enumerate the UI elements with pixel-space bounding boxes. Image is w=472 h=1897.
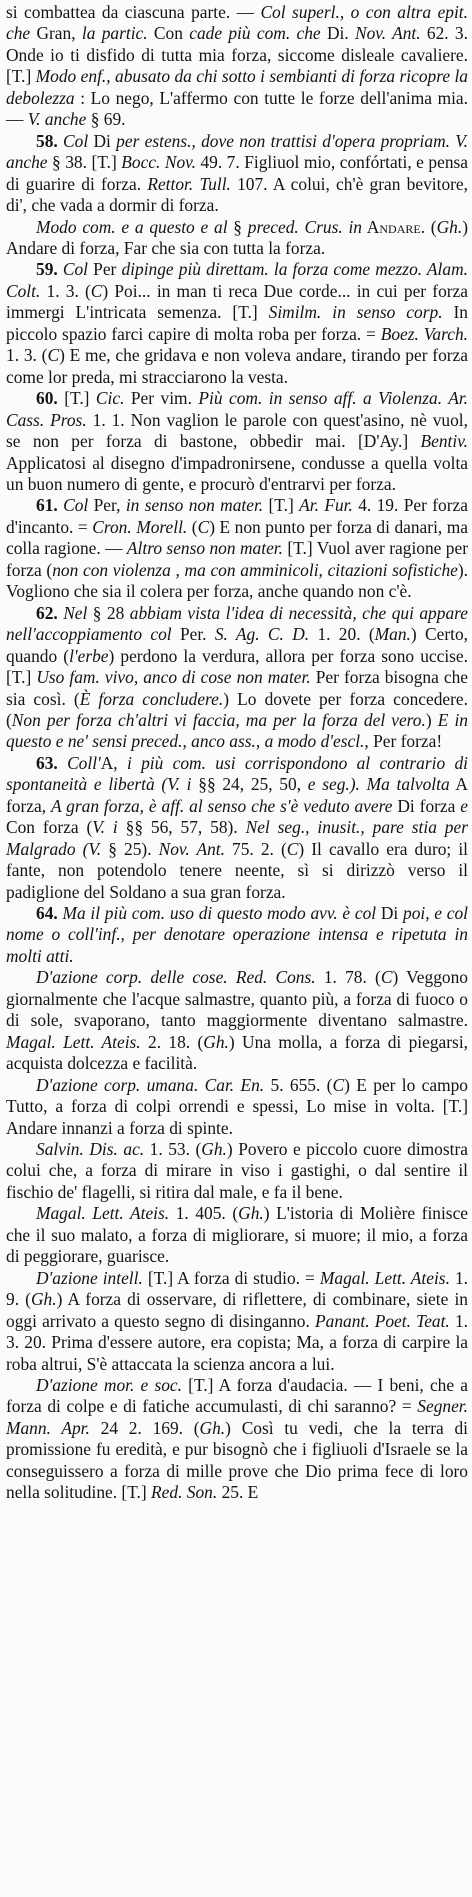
text-run: : Lo nego, L'affermo con tutte le forze dell'anima mia. — <box>6 87 468 130</box>
text-run: ) A forza di osservare, di riflettere, di combinare, siete in oggi arrivato a questo segno di disinganno. <box>6 1289 468 1331</box>
text-run: ) E non punto per forza di danari, ma colla ragione. — <box>6 516 469 559</box>
text-run: ) E per lo campo Tutto, a forza di colpi orrendi e spessi, Lo mise in volta. [T.] Andare innanzi a forza di spinte. <box>6 1074 468 1138</box>
text-run: Di <box>88 130 117 151</box>
text-run: ) Certo, quando ( <box>6 624 469 666</box>
italic-text-run: non con violenza , ma con amminicoli, citazioni sofistiche <box>52 559 458 580</box>
italic-text-run: Altro senso non mater. <box>126 538 283 559</box>
italic-text-run: V. anche <box>27 109 87 130</box>
italic-text-run: Gh. <box>436 216 463 237</box>
italic-text-run: in senso non mater. <box>125 495 264 516</box>
text-run: 75. 2. ( <box>224 838 287 859</box>
italic-text-run: C <box>380 967 393 988</box>
text-run: [T.] A forza d'audacia. — I beni, che a forza di colpe e di fatiche accumulasti, di chi saranno? = <box>6 1375 469 1417</box>
italic-text-run: Più com. in senso aff. a Violenza. Ar. Cass. Pros. <box>6 388 469 430</box>
text-run: 1. 1. Non vaglion le parole con quest'asino, nè vuol, se non per forza di bastone, obbedir mai. [D'Ay.] <box>6 409 468 452</box>
text-run: 5. 655. ( <box>264 1074 333 1095</box>
text-run: Per. <box>171 624 215 645</box>
italic-text-run: Salvin. Dis. ac. <box>36 1139 145 1160</box>
italic-text-run: per estens., dove non trattisi d'opera propriam. V. anche <box>6 130 468 173</box>
italic-text-run: e <box>460 795 468 816</box>
italic-text-run: Nel <box>63 602 88 623</box>
entry-paragraph <box>6 753 468 903</box>
text-run: Gran, <box>30 23 82 44</box>
text-run: Applicatosi al disegno d'impadronirsene, condusse a quella volta un buon numero di gente, e procurò d'entrarvi per forza. <box>6 452 468 494</box>
text-run: 62. 3. Onde io ti disfido di tutta mia forza, siccome disleale cavaliere. [T.] <box>6 23 468 87</box>
text-run: § 38. [T.] <box>47 152 122 173</box>
text-run: 2. 18. ( <box>140 1031 204 1052</box>
entry-paragraph <box>6 131 468 217</box>
italic-text-run: Modo enf., abusato da chi sotto i sembianti di forza ricopre la debolezza <box>6 66 468 108</box>
text-run: [T.] <box>263 495 300 516</box>
text-run: Per, <box>88 495 126 516</box>
text-run: ) Poi... in man ti reca Due corde... in cui per forza immergi L'intricata semenza. [T.] <box>6 280 468 323</box>
text-run: §§ 56, 57, 58). <box>117 817 246 838</box>
italic-text-run: S. Ag. C. D. <box>214 624 310 645</box>
text-run: ) Andare di forza, Far che sia con tutta la forza. <box>6 216 469 258</box>
italic-text-run: Magal. Lett. Ateis. <box>319 1267 450 1288</box>
italic-text-run: Cron. Morell. <box>92 516 188 537</box>
italic-text-run: abbiam vista l'idea di necessità, che qui appare nell'accoppiamento col <box>6 602 468 645</box>
text-run: ) Veggono giornalmente che l'acque salmastre, quanto più, a forza di fuoco o di sole, svaporano, tanto maggiormente diventano salmastre. <box>6 967 468 1031</box>
text-run: Di <box>376 903 403 924</box>
italic-text-run: Nov. Ant. <box>158 838 225 859</box>
text-run: Con forza ( <box>6 817 93 838</box>
entry-paragraph <box>6 603 468 753</box>
text-run: Per <box>88 259 122 280</box>
entry-paragraph <box>6 217 468 260</box>
text-run: Per vim. <box>124 388 199 409</box>
text-run: ) E me, che gridava e non voleva andare, tirando per forza come lor preda, mi stracciarono la vesta. <box>6 345 468 387</box>
italic-text-run: l'erbe <box>69 645 109 666</box>
text-run: § 69. <box>86 109 126 130</box>
italic-text-run: C <box>47 345 60 366</box>
italic-text-run: Red. Son. <box>151 1482 218 1503</box>
entry-paragraph <box>6 1139 468 1203</box>
text-run: 107. A colui, ch'è gran bevitore, di', che vada a dormir di forza. <box>6 173 468 216</box>
italic-text-run: Bentiv. <box>420 431 468 452</box>
italic-text-run: C <box>286 838 299 859</box>
italic-text-run: Gh. <box>238 1203 264 1224</box>
italic-text-run: D'azione mor. e soc. <box>36 1375 182 1395</box>
section-number: 63. <box>36 752 68 773</box>
entry-paragraph <box>6 495 468 602</box>
text-run: ) Il cavallo era duro; il fante, non potendolo tenere neente, sì si dirizzò verso il padiglione del Soldano a sua gran forza. <box>6 838 468 902</box>
text-run: 1. 3. 20. Prima d'essere autore, era copista; Ma, a forza di carpire la roba altrui, S'è attaccata la scienza ancora a lui. <box>6 1310 468 1374</box>
italic-text-run: poi, e col nome o coll'inf., per denotare operazione intensa e ripetuta in molti atti. <box>6 903 469 966</box>
entry-paragraph <box>6 1203 468 1267</box>
italic-text-run: Uso fam. vivo, anco di cose non mater. <box>36 667 311 688</box>
entry-paragraph <box>6 1268 468 1375</box>
text-run: § <box>227 216 248 237</box>
text-run: si combattea da ciascuna parte. — <box>6 2 261 22</box>
text-run: ( <box>187 516 198 537</box>
text-run: ) Povero e piccolo cuore dimostra colui che, a forza di mirare in viso i gastighi, o dal sentire il fischio de' flagelli, si ritira dal male, e fa il bene. <box>6 1139 468 1202</box>
italic-text-run: Gh. <box>201 1139 227 1160</box>
italic-text-run: D'azione intell. <box>36 1267 143 1288</box>
italic-text-run: Gh. <box>199 1417 226 1438</box>
italic-text-run: dipinge più direttam. la forza come mezzo. Alam. Colt. <box>6 259 468 301</box>
text-run: §§ 24, 25, 50, <box>191 774 308 795</box>
italic-text-run: preced. Crus. in <box>247 216 362 237</box>
italic-text-run: Nov. Ant. <box>355 23 421 44</box>
italic-text-run: D'azione corp. delle cose. Red. Cons. <box>36 967 316 988</box>
section-number: 58. <box>36 130 64 151</box>
text-run: . ( <box>420 216 437 237</box>
section-number: 60. <box>36 388 65 409</box>
small-caps-text-run: Andare <box>362 216 421 237</box>
text-run: Con <box>147 23 190 44</box>
text-run: ) Così tu vedi, che la terra di promissione fu eredità, e pur bisognò che i figliuoli d'Israele se la conseguissero a forza di mille prove che Dio prima fece di loro nella solitudine. [T.] <box>6 1417 468 1503</box>
text-run: [T.] <box>64 388 96 409</box>
text-run: Di forza <box>392 795 461 816</box>
text-run: A forza, <box>6 774 468 816</box>
italic-text-run: Modo com. e a questo e al <box>36 216 228 237</box>
text-run: Per forza bisogna che sia così. ( <box>6 667 469 709</box>
entry-paragraph <box>6 2 468 131</box>
text-run: ) Lo dovete per forza concedere. ( <box>6 688 468 730</box>
text-run: ) L'istoria di Molière finisce che il suo malato, a forza di migliorare, si muore; il mio, a forza di peggiorare, guarisce. <box>6 1203 469 1267</box>
italic-text-run: E in questo e ne' sensi preced., anco ass., a modo d'escl. <box>6 709 468 752</box>
entry-paragraph <box>6 1075 468 1139</box>
text-run: 25. E <box>217 1482 259 1503</box>
italic-text-run: Coll' <box>67 752 101 773</box>
italic-text-run: Boez. Varch. <box>380 323 468 344</box>
italic-text-run: e seg.). Ma talvolta <box>307 774 450 795</box>
text-run: [T.] A forza di studio. = <box>142 1267 320 1288</box>
italic-text-run: Segner. Mann. Apr. <box>6 1396 468 1438</box>
italic-text-run: Magal. Lett. Ateis. <box>6 1031 141 1052</box>
text-run: ). Vogliono che sia il colera per forza, anche quando non c'è. <box>6 559 468 602</box>
italic-text-run: Cic. <box>95 388 125 409</box>
italic-text-run: Col <box>63 130 89 151</box>
italic-text-run: Col <box>63 495 89 516</box>
italic-text-run: Rettor. Tull. <box>147 173 231 194</box>
text-run: ) <box>425 709 438 730</box>
section-number: 64. <box>36 903 63 924</box>
italic-text-run: la partic. <box>81 23 148 44</box>
italic-text-run: i più com. usi corrispondono al contrario di spontaneità e libertà (V. i <box>6 752 468 795</box>
italic-text-run: È forza concludere. <box>79 688 224 709</box>
entry-paragraph <box>6 388 468 495</box>
italic-text-run: Panant. Poet. Teat. <box>315 1310 450 1331</box>
text-run: 1. 9. ( <box>6 1267 469 1310</box>
text-run: 4. 19. Per forza d'incanto. = <box>6 495 468 537</box>
text-run: Di. <box>320 23 356 44</box>
text-run: , Per forza! <box>364 731 443 752</box>
text-run: [T.] Vuol aver ragione per forza ( <box>6 538 468 580</box>
text-run: 1. 3. ( <box>6 345 48 366</box>
italic-text-run: Nel seg., inusit., pare stia per Malgrado (V. <box>6 817 468 859</box>
italic-text-run: V. i <box>92 817 118 838</box>
text-run: § 25). <box>101 838 159 859</box>
text-run: In piccolo spazio farci capire di molta roba per forza. = <box>6 302 468 344</box>
text-run: 1. 405. ( <box>169 1203 239 1224</box>
entry-paragraph <box>6 903 468 967</box>
text-run: A, <box>100 752 127 773</box>
italic-text-run: C <box>197 516 210 537</box>
italic-text-run: Similm. in senso corp. <box>268 302 443 323</box>
italic-text-run: cade più com. che <box>189 23 321 44</box>
italic-text-run: Ar. Fur. <box>299 495 353 516</box>
text-run: 1. 53. ( <box>144 1139 202 1160</box>
text-run: ) Una molla, a forza di piegarsi, acquista dolcezza e facilità. <box>6 1031 469 1074</box>
entry-paragraph <box>6 967 468 1074</box>
italic-text-run: Col superl., o con altra epit. che <box>6 2 468 44</box>
text-run: 24 2. 169. ( <box>89 1417 200 1438</box>
entry-paragraph <box>6 259 468 388</box>
dictionary-entry-text <box>6 2 468 1504</box>
italic-text-run: Man. <box>374 624 411 645</box>
italic-text-run: Magal. Lett. Ateis. <box>36 1203 170 1224</box>
italic-text-run: A gran forza, è aff. al senso che s'è veduto avere <box>50 795 393 816</box>
text-run: 1. 78. ( <box>315 967 381 988</box>
italic-text-run: C <box>332 1074 345 1095</box>
section-number: 61. <box>36 495 64 516</box>
italic-text-run: Bocc. Nov. <box>121 152 196 173</box>
italic-text-run: D'azione corp. umana. Car. En. <box>36 1074 265 1095</box>
text-run: § 28 <box>87 602 130 623</box>
section-number: 59. <box>36 259 63 280</box>
entry-paragraph <box>6 1375 468 1504</box>
italic-text-run: Gh. <box>203 1031 229 1052</box>
italic-text-run: Non per forza ch'altri vi faccia, ma per la forza del vero. <box>11 709 426 730</box>
italic-text-run: Ma il più com. uso di questo modo avv. è col <box>62 903 377 924</box>
italic-text-run: Gh. <box>30 1289 57 1310</box>
italic-text-run: Col <box>62 259 89 280</box>
text-run: 1. 20. ( <box>309 624 375 645</box>
text-run: 1. 3. ( <box>40 280 91 301</box>
section-number: 62. <box>36 602 64 623</box>
italic-text-run: C <box>90 280 103 301</box>
text-run: 49. 7. Figliuol mio, confórtati, e pensa di guarire di forza. <box>6 152 468 194</box>
text-run: ) perdono la verdura, allora per forza sono uccise. [T.] <box>6 645 468 688</box>
